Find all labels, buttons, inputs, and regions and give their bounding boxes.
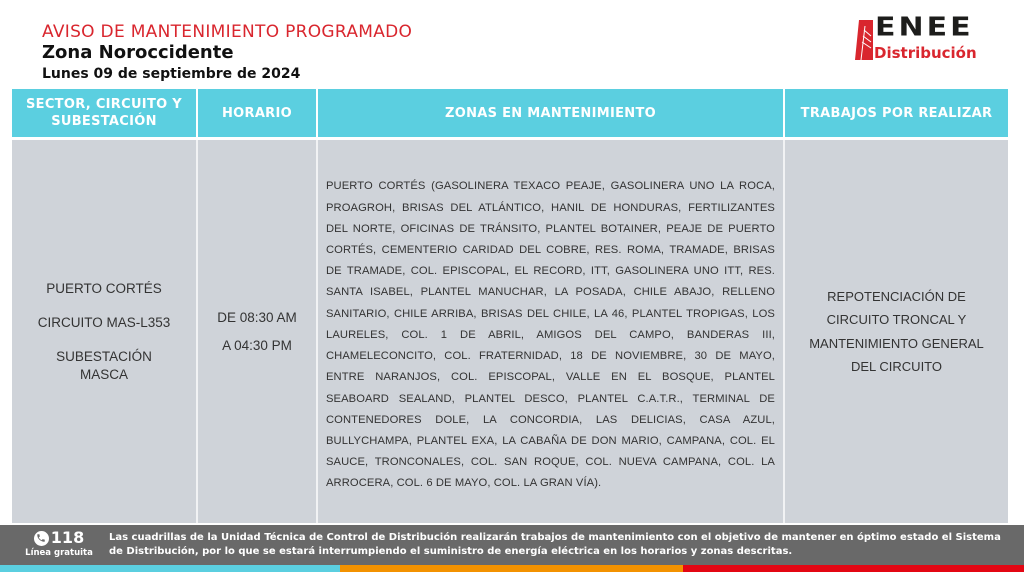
- works-description: REPOTENCIACIÓN DE CIRCUITO TRONCAL Y MANTENIMIENTO GENERAL DEL CIRCUITO: [809, 288, 984, 374]
- sector-name: PUERTO CORTÉS: [46, 280, 162, 296]
- cell-works: [785, 140, 1008, 523]
- hotline-label: Línea gratuita: [25, 548, 93, 558]
- stripe-red: [683, 565, 1024, 572]
- time-to: A 04:30 PM: [222, 337, 292, 353]
- logo-brand: ENEE: [875, 12, 974, 43]
- time-from: DE 08:30 AM: [217, 309, 297, 325]
- hotline-number: 118: [50, 528, 85, 547]
- cell-zones: [318, 140, 785, 523]
- table-header: [12, 89, 1008, 140]
- column-header-schedule: HORARIO: [198, 89, 318, 137]
- maintenance-table: [12, 89, 1008, 523]
- column-header-zones: ZONAS EN MANTENIMIENTO: [318, 89, 785, 137]
- zone-name: Zona Noroccidente: [42, 42, 234, 63]
- stripe-cyan: [0, 565, 340, 572]
- notice-header: [42, 22, 412, 84]
- enee-logo: [855, 12, 1000, 64]
- footer-bar: [0, 525, 1024, 565]
- tower-icon: [855, 20, 873, 60]
- column-header-works: TRABAJOS POR REALIZAR: [800, 105, 993, 121]
- hotline: [24, 529, 94, 559]
- footer-notice: Las cuadrillas de la Unidad Técnica de Control de Distribución realizarán trabajos de mantenimiento con el objetivo de mantener en óptimo estado el Sistema de Distribución, por lo que se estará interrumpiendo el suministro de energía eléctrica en los horarios y zonas descritas.: [109, 532, 1001, 557]
- column-header-sector: SECTOR, CIRCUITO Y SUBESTACIÓN: [12, 89, 198, 137]
- zones-list: PUERTO CORTÉS (GASOLINERA TEXACO PEAJE, GASOLINERA UNO LA ROCA, PROAGROH, BRISAS DEL ATLÁNTICO, HANIL DE HONDURAS, FERTILIZANTES DEL NORTE, OFICINAS DE TRÁNSITO, PLANTEL BOTAINER, PEAJE DE PUERTO CORTÉS, CEMENTERIO CARIDAD DEL COBRE, RES. ROMA, TRAMADE, BRISAS DE TRAMADE, COL. EPISCOPAL, EL RECORD, ITT, GASOLINERA UNO ITT, RES. SANTA ISABEL, PLANTEL MANUCHAR, LA POSADA, CHILE ABAJO, RELLENO SANITARIO, CHILE ARRIBA, BRISAS DEL CHILE, LA 46, PLANTEL TROPIGAS, LOS LAURELES, COL. 1 DE ABRIL, AMIGOS DEL CAMPO, BANDERAS III, CHAMELECONCITO, COL. FRATERNIDAD, 18 DE NOVIEMBRE, 30 DE MAYO, ENTRE NARANJOS, COL. EPISCOPAL, VALLE EN EL BOSQUE, PLANTEL SEABOARD SEALAND, PLANTEL DESCO, PLANTEL C.A.T.R., TERMINAL DE CONTENEDORES DOLE, LA CONCORDIA, LAS DELICIAS, CASA AZUL, BULLYCHAMPA, PLANTEL EXA, LA CABAÑA DE DON MARIO, CAMPANA, COL. EL SAUCE, TRONCONALES, COL. SAN ROQUE, COL. NUEVA CAMPANA, COL. LA ARROCERA, COL. 6 DE MAYO, COL. LA GRAN VÍA).: [326, 180, 775, 490]
- substation-name: SUBESTACIÓN MASCA: [56, 348, 152, 382]
- notice-title: AVISO DE MANTENIMIENTO PROGRAMADO: [42, 22, 413, 42]
- cell-schedule: [198, 140, 318, 523]
- logo-subtitle: Distribución: [874, 44, 977, 62]
- cell-sector: [12, 140, 198, 523]
- stripe-orange: [340, 565, 683, 572]
- table-row: [12, 140, 1008, 523]
- phone-icon: [34, 531, 49, 546]
- circuit-name: CIRCUITO MAS-L353: [37, 314, 171, 330]
- notice-date: Lunes 09 de septiembre de 2024: [42, 66, 301, 82]
